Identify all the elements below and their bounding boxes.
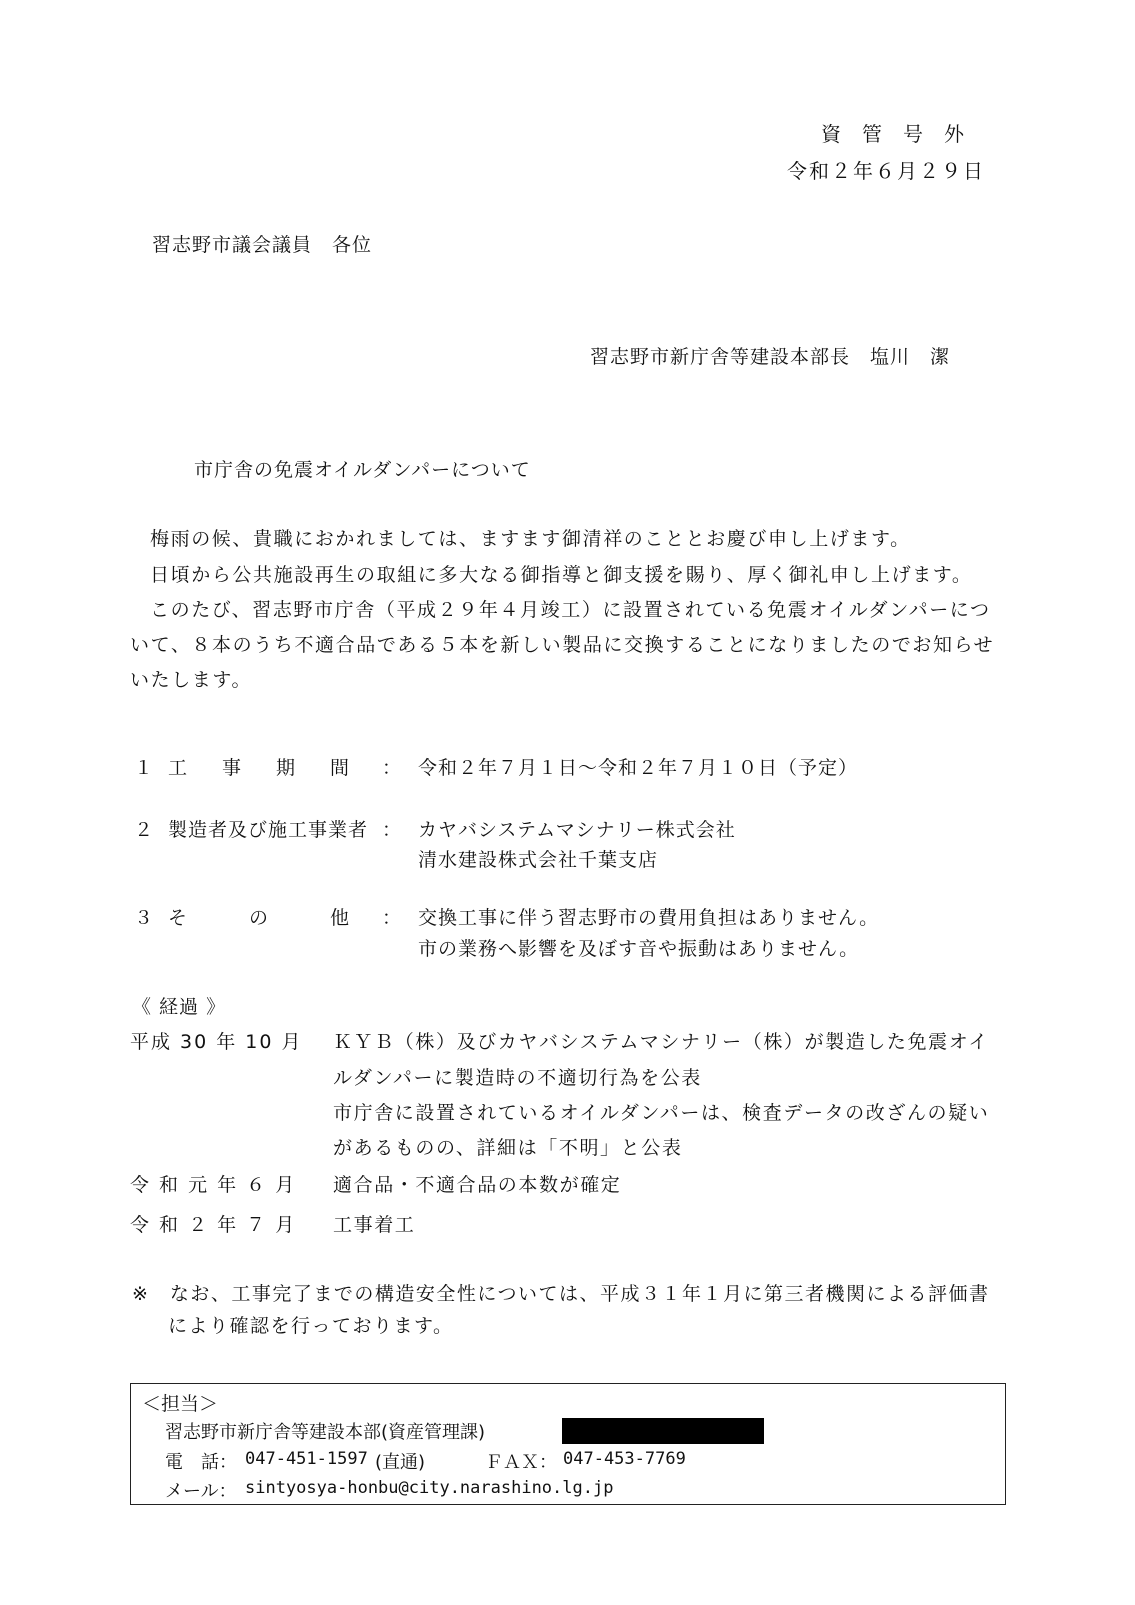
history-text: 工事着工 — [333, 1214, 416, 1236]
item-colon: ： — [382, 907, 402, 929]
item-value: 清水建設株式会社千葉支店 — [418, 849, 659, 871]
item-label: 工 事 期 間 — [168, 757, 358, 779]
item-value: 交換工事に伴う習志野市の費用負担はありません。 — [418, 907, 880, 929]
document-date: 令和２年６月２９日 — [787, 159, 985, 183]
recipient: 習志野市議会議員 各位 — [152, 234, 373, 256]
history-date: 令 和 元 年 ６ 月 — [130, 1174, 297, 1196]
history-text: 適合品・不適合品の本数が確定 — [333, 1174, 622, 1196]
item-value: 市の業務へ影響を及ぼす音や振動はありません。 — [418, 938, 860, 960]
item-value: カヤバシステムマシナリー株式会社 — [418, 819, 736, 841]
contact-heading: ＜担当＞ — [142, 1393, 219, 1415]
mail-label: メール： — [165, 1481, 237, 1502]
phone-number: 047-451-1597 — [245, 1449, 368, 1469]
history-text: があるものの、詳細は「不明」と公表 — [333, 1137, 683, 1159]
body-line: いたします。 — [130, 669, 253, 691]
history-text: 市庁舎に設置されているオイルダンパーは、検査データの改ざんの疑い — [333, 1102, 990, 1124]
history-text: ルダンパーに製造時の不適切行為を公表 — [333, 1067, 702, 1089]
note-line: ※ なお、工事完了までの構造安全性については、平成３１年１月に第三者機関による評価書 — [132, 1283, 990, 1305]
phone-note: (直通) — [375, 1452, 426, 1473]
history-date: 令 和 ２ 年 ７ 月 — [130, 1214, 297, 1236]
sender: 習志野市新庁舎等建設本部長 塩川 潔 — [590, 346, 951, 368]
subject-title: 市庁舎の免震オイルダンパーについて — [194, 459, 531, 481]
contact-department: 習志野市新庁舎等建設本部(資産管理課) — [165, 1422, 486, 1443]
item-number: ３ — [134, 907, 154, 929]
body-line: 日頃から公共施設再生の取組に多大なる御指導と御支援を賜り、厚く御礼申し上げます。 — [150, 564, 973, 586]
item-value: 令和２年７月１日～令和２年７月１０日（予定） — [418, 757, 859, 779]
item-label: 製造者及び施工事業者 — [168, 819, 369, 841]
history-text: ＫＹＢ（株）及びカヤバシステムマシナリー（株）が製造した免震オイ — [333, 1031, 989, 1053]
item-colon: ： — [382, 757, 402, 779]
item-number: １ — [134, 757, 154, 779]
body-line: 梅雨の候、貴職におかれましては、ますます御清祥のこととお慶び申し上げます。 — [150, 528, 911, 550]
fax-label: ＦＡＸ： — [485, 1452, 557, 1473]
history-heading: 《 経過 》 — [132, 996, 227, 1018]
note-line: により確認を行っております。 — [168, 1315, 454, 1337]
body-line: このたび、習志野市庁舎（平成２９年４月竣工）に設置されている免震オイルダンパーにつ — [150, 599, 991, 621]
phone-label: 電 話： — [165, 1452, 237, 1473]
item-number: ２ — [134, 819, 154, 841]
document-number: 資管号外 — [821, 122, 985, 146]
history-date: 平成 30 年 10 月 — [130, 1031, 303, 1053]
body-line: いて、８本のうち不適合品である５本を新しい製品に交換することになりましたのでお知らせ — [130, 634, 995, 656]
redaction-block — [562, 1418, 764, 1444]
item-colon: ： — [382, 819, 402, 841]
mail-link[interactable]: sintyosya-honbu@city.narashino.lg.jp — [245, 1478, 614, 1498]
fax-number: 047-453-7769 — [563, 1449, 686, 1469]
item-label: そ の 他 — [168, 907, 358, 929]
